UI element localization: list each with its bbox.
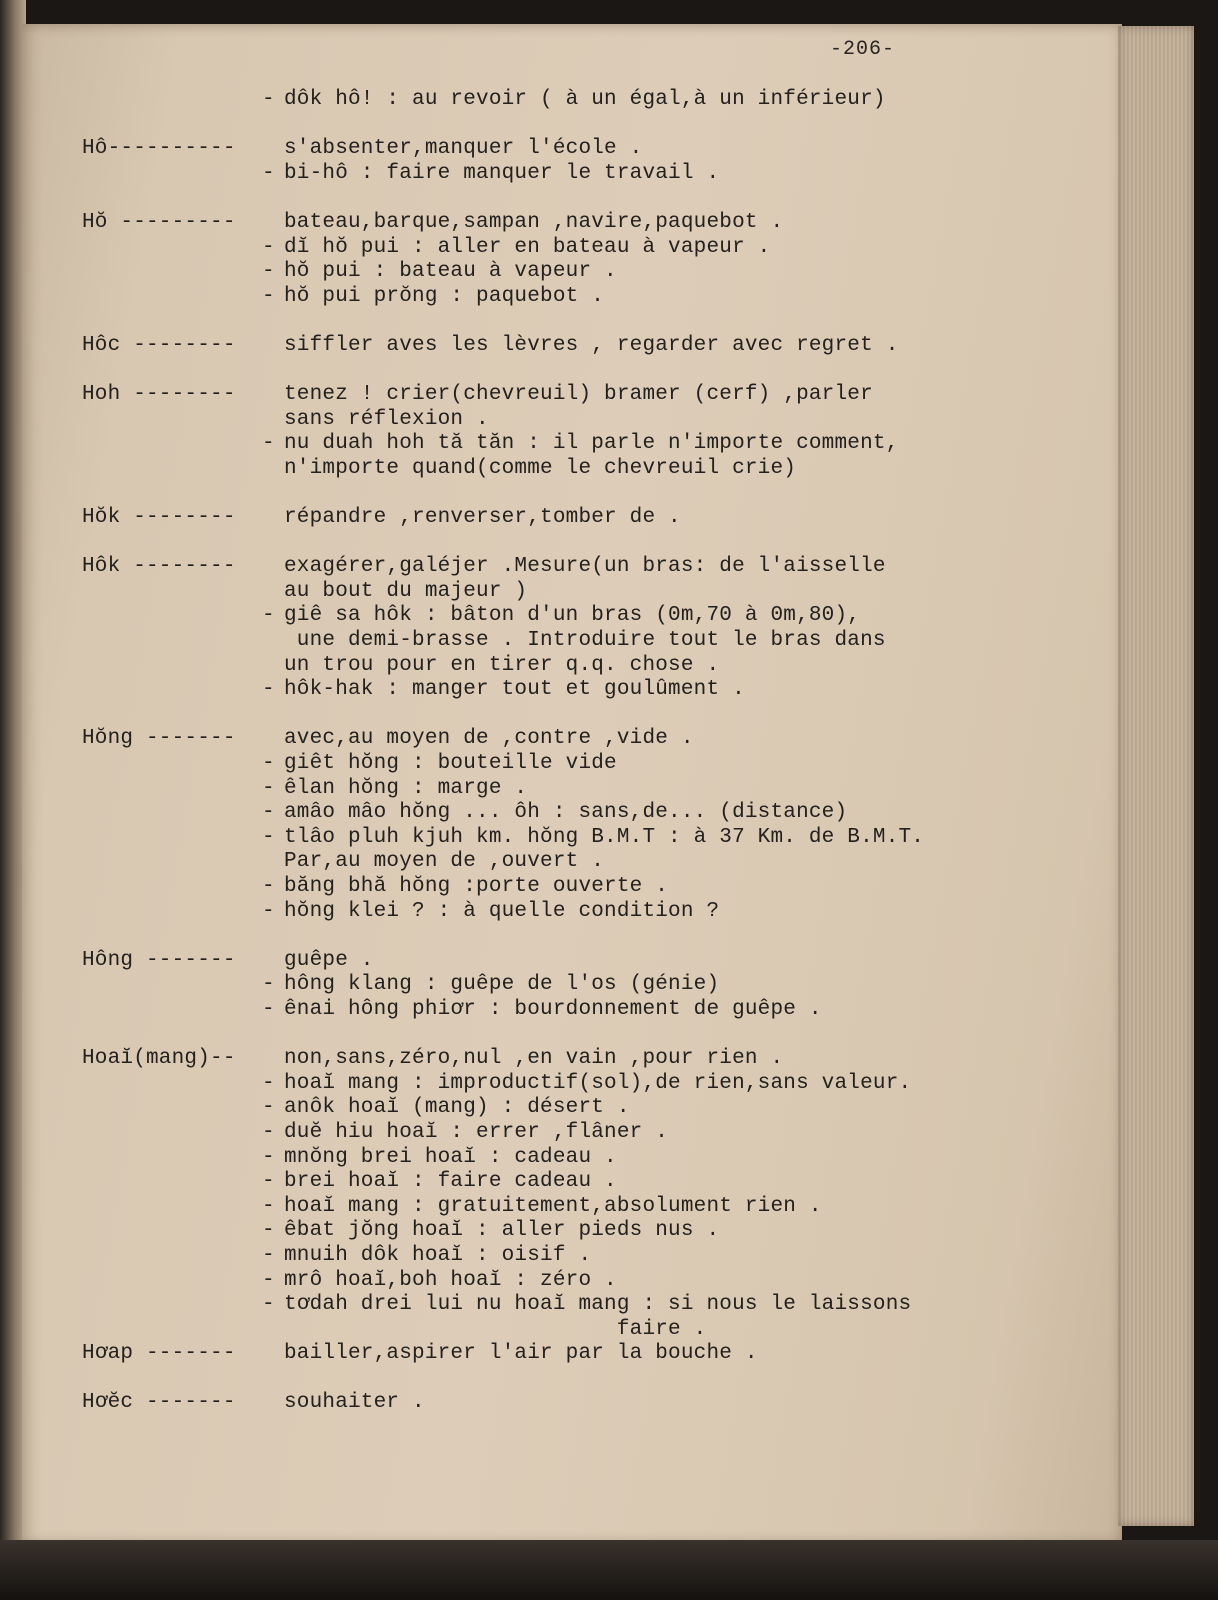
entry-definition: duĕ hiu hoaĭ : errer ,flâner .	[284, 1120, 669, 1144]
entry-line	[82, 1072, 1122, 1097]
entry-definition: tơdah drei lui nu hoaĭ mang : si nous le laissons	[284, 1293, 912, 1317]
entry-definition: tenez ! crier(chevreuil) bramer (cerf) ,parler	[284, 383, 873, 407]
entry-headword	[82, 826, 262, 851]
entry-dash: -	[262, 997, 275, 1021]
entry-definition: brei hoaĭ : faire cadeau .	[284, 1170, 617, 1194]
entry-definition: dôk hô! : au revoir ( à un égal,à un inférieur)	[284, 88, 886, 111]
entry-line	[82, 408, 1122, 433]
entry-dash: -	[262, 899, 275, 923]
entry-headword	[82, 850, 262, 875]
entry-dash: -	[262, 88, 275, 111]
entry-dash	[262, 408, 284, 433]
entry-definition: mnŏng brei hoaĭ : cadeau .	[284, 1145, 617, 1169]
entry-dash	[262, 555, 284, 580]
entry-dash	[262, 334, 284, 359]
page-stack-edge	[1118, 26, 1194, 1526]
entry-dash: -	[262, 875, 275, 898]
entry-dash	[262, 629, 284, 654]
entry-headword	[82, 1072, 262, 1097]
entry-dash	[262, 1391, 284, 1416]
entry-headword	[82, 1293, 262, 1318]
entry-line	[82, 383, 1122, 408]
entry-line	[82, 826, 1122, 851]
book-page	[22, 24, 1122, 1544]
entry-line	[82, 285, 1122, 310]
entry-dash: -	[262, 1194, 275, 1218]
entry-headword	[82, 629, 262, 654]
entry-headword: Hôk --------	[82, 555, 236, 579]
entry-dash: -	[262, 1243, 275, 1267]
entry-definition: un trou pour en tirer q.q. chose .	[284, 653, 720, 677]
entry-headword	[82, 777, 262, 802]
entry-line	[82, 1121, 1122, 1146]
entry-headword	[82, 604, 262, 629]
entry-headword	[82, 1269, 262, 1294]
entry-gap	[82, 309, 1122, 334]
entry-definition: répandre ,renverser,tomber de .	[284, 506, 681, 530]
entry-gap	[82, 703, 1122, 728]
entry-gap	[82, 924, 1122, 949]
entry-dash: -	[262, 235, 275, 259]
entry-headword	[82, 1096, 262, 1121]
entry-definition: s'absenter,manquer l'école .	[284, 137, 643, 161]
entry-definition: exagérer,galéjer .Mesure(un bras: de l'aisselle	[284, 555, 886, 579]
entry-headword	[82, 1195, 262, 1220]
entry-headword: Hoaĭ(mang)--	[82, 1047, 236, 1071]
entry-line	[82, 236, 1122, 261]
entry-definition: hông klang : guêpe de l'os (génie)	[284, 973, 720, 997]
entry-gap	[82, 1023, 1122, 1048]
entry-headword	[82, 1219, 262, 1244]
entry-line	[82, 1170, 1122, 1195]
entry-definition: une demi-brasse . Introduire tout le bras dans	[284, 629, 886, 653]
entry-definition: bi-hô : faire manquer le travail .	[284, 161, 720, 185]
entry-headword	[82, 457, 262, 482]
entry-definition: hŏng klei ? : à quelle condition ?	[284, 899, 720, 923]
entry-dash: -	[262, 1145, 275, 1169]
entry-line	[82, 555, 1122, 580]
entry-line	[82, 604, 1122, 629]
entry-headword	[82, 432, 262, 457]
entry-dash	[262, 580, 284, 605]
entry-headword: Hông -------	[82, 948, 236, 972]
entry-headword	[82, 88, 262, 113]
entry-headword: Hơĕc -------	[82, 1391, 236, 1415]
entry-headword: Hŏ ---------	[82, 210, 236, 234]
entry-line	[82, 1342, 1122, 1367]
entry-dash	[262, 654, 284, 679]
entry-definition: giê sa hôk : bâton d'un bras (0m,70 à 0m,80),	[284, 604, 861, 628]
entry-dash	[262, 850, 284, 875]
entry-headword	[82, 752, 262, 777]
entry-dash: -	[262, 161, 275, 185]
entry-definition: êlan hŏng : marge .	[284, 776, 528, 800]
entry-definition: ênai hông phiơr : bourdonnement de guêpe .	[284, 997, 822, 1021]
entry-dash: -	[262, 1120, 275, 1144]
entry-line	[82, 334, 1122, 359]
entry-headword: Hoh --------	[82, 383, 236, 407]
entry-dash: -	[262, 973, 275, 997]
entry-dash: -	[262, 678, 275, 702]
entry-gap	[82, 359, 1122, 384]
entry-line	[82, 949, 1122, 974]
entry-definition: bateau,barque,sampan ,navire,paquebot .	[284, 210, 784, 234]
entry-dash: -	[262, 825, 275, 849]
entry-line	[82, 580, 1122, 605]
entry-headword	[82, 1170, 262, 1195]
entry-line	[82, 752, 1122, 777]
entry-definition: avec,au moyen de ,contre ,vide .	[284, 727, 694, 751]
entry-headword	[82, 260, 262, 285]
entry-definition: hoaĭ mang : improductif(sol),de rien,sans valeur.	[284, 1071, 912, 1095]
entry-dash	[262, 1318, 284, 1343]
entry-dash: -	[262, 776, 275, 800]
entry-line	[82, 457, 1122, 482]
entry-headword	[82, 1121, 262, 1146]
entry-dash	[262, 727, 284, 752]
entry-definition: dĭ hŏ pui : aller en bateau à vapeur .	[284, 235, 771, 259]
entry-definition: bailler,aspirer l'air par la bouche .	[284, 1342, 758, 1366]
entry-dash	[262, 457, 284, 482]
entry-headword	[82, 973, 262, 998]
entry-headword: Hŏng -------	[82, 727, 236, 751]
entry-definition: non,sans,zéro,nul ,en vain ,pour rien .	[284, 1047, 784, 1071]
entry-line	[82, 875, 1122, 900]
entry-definition: hoaĭ mang : gratuitement,absolument rien .	[284, 1194, 822, 1218]
entry-line	[82, 900, 1122, 925]
entry-definition: Par,au moyen de ,ouvert .	[284, 850, 605, 874]
entry-line	[82, 88, 1122, 113]
entry-line	[82, 260, 1122, 285]
entry-dash	[262, 211, 284, 236]
entry-line	[82, 998, 1122, 1023]
entry-dash	[262, 1342, 284, 1367]
page-number: -206-	[830, 38, 896, 61]
entry-headword	[82, 654, 262, 679]
entry-definition: au bout du majeur )	[284, 579, 528, 603]
entry-headword: Hŏk --------	[82, 506, 236, 530]
entry-line	[82, 801, 1122, 826]
entry-headword	[82, 408, 262, 433]
entry-dash: -	[262, 1219, 275, 1243]
entry-definition: êbat jŏng hoaĭ : aller pieds nus .	[284, 1219, 720, 1243]
entry-line	[82, 777, 1122, 802]
entry-definition: nu duah hoh tă tăn : il parle n'importe comment,	[284, 432, 899, 456]
entry-dash	[262, 506, 284, 531]
entry-dash	[262, 137, 284, 162]
entry-line	[82, 1244, 1122, 1269]
entry-line	[82, 1293, 1122, 1318]
entry-definition: guêpe .	[284, 948, 374, 972]
entry-headword	[82, 1318, 262, 1343]
entry-headword	[82, 900, 262, 925]
entry-headword	[82, 678, 262, 703]
entry-line	[82, 850, 1122, 875]
entry-dash: -	[262, 604, 275, 628]
entry-line	[82, 1391, 1122, 1416]
entry-gap	[82, 186, 1122, 211]
entry-line	[82, 1318, 1122, 1343]
entry-dash: -	[262, 752, 275, 776]
entry-definition: anôk hoaĭ (mang) : désert .	[284, 1096, 630, 1120]
entry-dash	[262, 949, 284, 974]
entry-definition: tlâo pluh kjuh km. hŏng B.M.T : à 37 Km. de B.M.T.	[284, 825, 925, 849]
entry-line	[82, 629, 1122, 654]
entry-headword: Hô----------	[82, 137, 236, 161]
entry-line	[82, 1195, 1122, 1220]
entry-gap	[82, 113, 1122, 138]
entry-dash: -	[262, 1268, 275, 1292]
entry-line	[82, 678, 1122, 703]
entry-definition: giêt hŏng : bouteille vide	[284, 752, 617, 776]
bottom-shadow	[0, 1540, 1218, 1600]
entry-definition: sans réflexion .	[284, 407, 489, 431]
entry-dash: -	[262, 801, 275, 825]
entry-definition: mrô hoaĭ,boh hoaĭ : zéro .	[284, 1268, 617, 1292]
entry-dash: -	[262, 432, 275, 456]
entry-headword: Hôc --------	[82, 333, 236, 357]
entry-headword	[82, 1146, 262, 1171]
entry-dash	[262, 383, 284, 408]
entry-line	[82, 1096, 1122, 1121]
entry-headword	[82, 162, 262, 187]
entry-definition: faire .	[284, 1317, 707, 1341]
dictionary-entries	[82, 88, 1122, 1416]
entry-line	[82, 654, 1122, 679]
entry-headword: Hơap -------	[82, 1342, 236, 1366]
entry-definition: souhaiter .	[284, 1391, 425, 1415]
entry-definition: mnuih dôk hoaĭ : oisif .	[284, 1243, 592, 1267]
entry-dash	[262, 1047, 284, 1072]
entry-dash: -	[262, 284, 275, 308]
entry-gap	[82, 531, 1122, 556]
entry-gap	[82, 482, 1122, 507]
entry-headword	[82, 580, 262, 605]
entry-headword	[82, 236, 262, 261]
entry-line	[82, 162, 1122, 187]
entry-headword	[82, 285, 262, 310]
entry-dash: -	[262, 260, 275, 284]
entry-definition: amâo mâo hŏng ... ôh : sans,de... (distance)	[284, 801, 848, 825]
entry-dash: -	[262, 1293, 275, 1317]
entry-line	[82, 506, 1122, 531]
entry-definition: hŏ pui : bateau à vapeur .	[284, 260, 617, 284]
entry-gap	[82, 1367, 1122, 1392]
entry-definition: hŏ pui prŏng : paquebot .	[284, 284, 605, 308]
entry-definition: hôk-hak : manger tout et goulûment .	[284, 678, 745, 702]
entry-headword	[82, 801, 262, 826]
entry-line	[82, 1047, 1122, 1072]
entry-line	[82, 1146, 1122, 1171]
entry-definition: siffler aves les lèvres , regarder avec regret .	[284, 333, 899, 357]
entry-line	[82, 973, 1122, 998]
entry-line	[82, 432, 1122, 457]
entry-headword	[82, 1244, 262, 1269]
entry-line	[82, 1269, 1122, 1294]
entry-dash: -	[262, 1170, 275, 1194]
entry-line	[82, 211, 1122, 236]
entry-line	[82, 137, 1122, 162]
entry-definition: n'importe quand(comme le chevreuil crie)	[284, 456, 797, 480]
entry-definition: băng bhă hŏng :porte ouverte .	[284, 875, 669, 898]
entry-dash: -	[262, 1071, 275, 1095]
entry-headword	[82, 875, 262, 900]
entry-line	[82, 1219, 1122, 1244]
entry-line	[82, 727, 1122, 752]
entry-headword	[82, 998, 262, 1023]
entry-dash: -	[262, 1096, 275, 1120]
